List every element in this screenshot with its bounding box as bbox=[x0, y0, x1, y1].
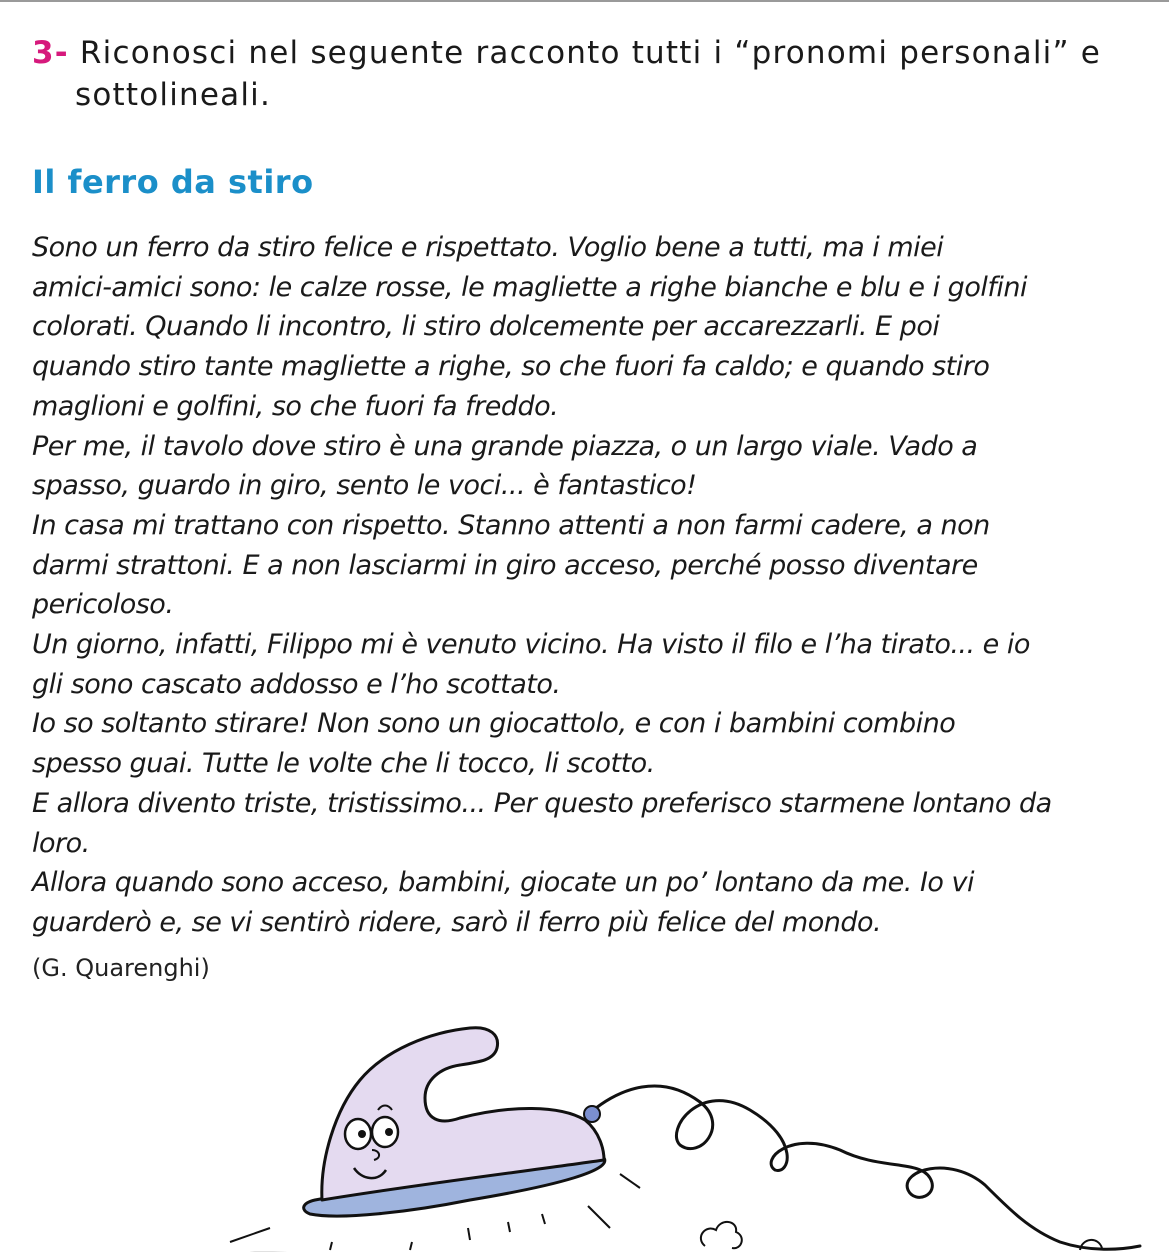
story-line: darmi strattoni. E a non lasciarmi in giro acceso, perché posso diventare bbox=[32, 549, 978, 581]
motion-mark bbox=[330, 1242, 332, 1250]
story-line: amici-amici sono: le calze rosse, le magliette a righe bianche e blu e i golfini bbox=[32, 271, 1027, 303]
motion-mark bbox=[468, 1228, 470, 1240]
iron-cord bbox=[596, 1086, 1140, 1249]
story-text bbox=[32, 228, 1147, 943]
steam-puff bbox=[701, 1222, 742, 1248]
story-line: spesso guai. Tutte le volte che li tocco, li scotto. bbox=[32, 748, 655, 780]
top-rule bbox=[0, 0, 1169, 2]
story-author: (G. Quarenghi) bbox=[32, 954, 210, 982]
story-line: gli sono cascato addosso e l’ho scottato. bbox=[32, 668, 561, 700]
story-line: In casa mi trattano con rispetto. Stanno attenti a non farmi cadere, a non bbox=[32, 509, 990, 541]
story-line: Allora quando sono acceso, bambini, giocate un po’ lontano da me. Io vi bbox=[32, 867, 974, 899]
instruction-line-1: Riconosci nel seguente racconto tutti i “pronomi personali” e bbox=[79, 35, 1102, 71]
story-line: Sono un ferro da stiro felice e rispettato. Voglio bene a tutti, ma i miei bbox=[32, 232, 944, 263]
motion-mark bbox=[230, 1228, 270, 1242]
exercise-number: 3- bbox=[32, 35, 69, 71]
story-line: quando stiro tante magliette a righe, so che fuori fa caldo; e quando stiro bbox=[32, 351, 990, 383]
iron-illustration bbox=[0, 1010, 1169, 1252]
story-line: Un giorno, infatti, Filippo mi è venuto vicino. Ha visto il filo e l’ha tirato... e io bbox=[32, 629, 1030, 661]
story-line: E allora divento triste, tristissimo... Per questo preferisco starmene lontano da bbox=[32, 787, 1052, 819]
motion-mark bbox=[588, 1206, 610, 1228]
motion-mark bbox=[620, 1174, 640, 1188]
story-line: loro. bbox=[32, 827, 90, 859]
story-title: Il ferro da stiro bbox=[32, 163, 314, 201]
iron-pupil-left bbox=[358, 1130, 366, 1138]
story-line: Per me, il tavolo dove stiro è una grande piazza, o un largo viale. Vado a bbox=[32, 430, 978, 462]
motion-mark bbox=[508, 1222, 510, 1232]
story-line: maglioni e golfini, so che fuori fa freddo. bbox=[32, 390, 559, 422]
iron-pupil-right bbox=[385, 1128, 393, 1136]
story-line: colorati. Quando li incontro, li stiro dolcemente per accarezzarli. E poi bbox=[32, 311, 940, 343]
story-line: spasso, guardo in giro, sento le voci... è fantastico! bbox=[32, 470, 697, 502]
motion-mark bbox=[410, 1242, 412, 1250]
exercise-instruction bbox=[32, 32, 1142, 116]
instruction-line-2: sottolineali. bbox=[75, 77, 272, 113]
motion-mark bbox=[542, 1214, 545, 1224]
story-line: pericoloso. bbox=[32, 589, 174, 621]
story-line: guarderò e, se vi sentirò ridere, sarò il ferro più felice del mondo. bbox=[32, 906, 882, 938]
story-line: Io so soltanto stirare! Non sono un giocattolo, e con i bambini combino bbox=[32, 708, 956, 740]
